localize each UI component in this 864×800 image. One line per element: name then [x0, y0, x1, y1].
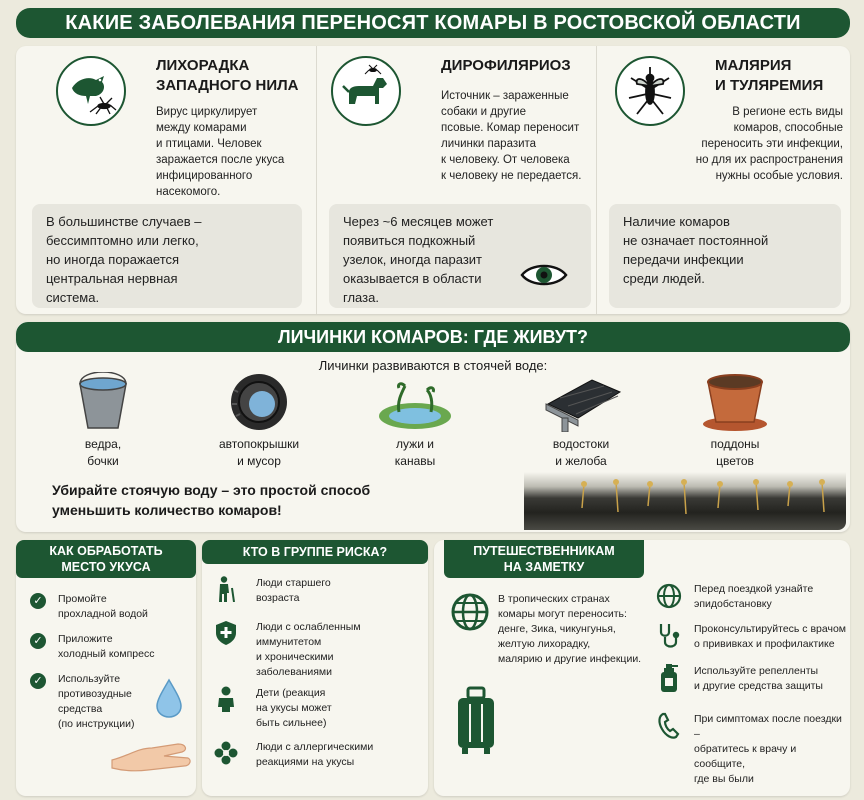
check-icon: ✓ [30, 633, 46, 649]
step-line: холодный компресс [58, 648, 155, 660]
desc-line: к человеку. От человека [441, 154, 570, 166]
desc-line: комаров, способные [733, 122, 843, 134]
disease-malaria-tularemia [596, 46, 850, 314]
site-flower-trays [670, 372, 800, 470]
step-line: прохладной водой [58, 608, 148, 620]
larvae-in-water-image [524, 472, 846, 530]
desc-line: В регионе есть виды [732, 106, 843, 118]
desc-line: псовые. Комар переносит [441, 122, 580, 134]
desc-line: к человеку не передается. [441, 170, 582, 182]
site-puddles [350, 372, 480, 470]
risk-line: Люди с ослабленным [256, 621, 361, 633]
travel-tip [656, 582, 813, 612]
tip-line: обратитесь к врачу и сообщите, [694, 743, 797, 770]
page-title: КАКИЕ ЗАБОЛЕВАНИЯ ПЕРЕНОСЯТ КОМАРЫ В РОСТОВСКОЙ ОБЛАСТИ [16, 8, 850, 38]
globe-icon [450, 592, 490, 632]
tip-line: и другие средства защиты [694, 680, 823, 692]
tip-line: При симптомах после поездки – [694, 713, 842, 740]
risk-item [214, 740, 373, 770]
risk-line: Люди старшего [256, 577, 331, 589]
disease-description [441, 88, 581, 184]
disease-description [685, 104, 843, 184]
disease-title-line: ЛИХОРАДКА [156, 57, 250, 74]
disease-dirofilariasis [316, 46, 596, 314]
intro-line: В тропических странах [498, 593, 610, 605]
tip-line: Перед поездкой узнайте [694, 583, 814, 595]
desc-line: Вирус циркулирует [156, 106, 258, 118]
risk-line: Дети (реакция [256, 687, 326, 699]
disease-title-line: МАЛЯРИЯ [715, 57, 792, 74]
travel-intro [498, 592, 641, 667]
risk-line: и хроническими [256, 651, 334, 663]
suitcase-icon [454, 686, 498, 756]
step-item [30, 592, 148, 622]
risk-line: на укусы может [256, 702, 332, 714]
water-drop-icon [154, 678, 184, 718]
desc-line: заражается после укуса [156, 154, 285, 166]
note-line: передачи инфекции [623, 252, 744, 267]
child-icon [214, 686, 238, 712]
risk-item [214, 686, 332, 731]
step-line: противозудные [58, 688, 132, 700]
phone-icon [656, 712, 682, 740]
larvae-title: ЛИЧИНКИ КОМАРОВ: ГДЕ ЖИВУТ? [16, 322, 850, 352]
site-tires [194, 372, 324, 470]
tip-line: Используйте репелленты [694, 665, 819, 677]
note-line: Через ~6 месяцев может [343, 214, 494, 229]
tip-line: где вы были [694, 773, 754, 785]
note-line: глаза. [343, 290, 379, 305]
step-line: (по инструкции) [58, 718, 135, 730]
title-line: ПУТЕШЕСТВЕННИКАМ [473, 544, 615, 558]
bite-care-panel [16, 540, 196, 796]
note-line: появиться подкожный [343, 233, 476, 248]
risk-line: реакциями на укусы [256, 756, 355, 768]
site-label-line: водостоки [552, 437, 610, 451]
tip-line: Проконсультируйтесь с врачом [694, 623, 847, 635]
title-line: НА ЗАМЕТКУ [503, 560, 585, 574]
disease-description [156, 104, 284, 200]
tip-line: уменьшить количество комаров! [52, 502, 282, 518]
hand-icon [108, 726, 192, 774]
risk-line: заболеваниями [256, 666, 332, 678]
intro-line: комары могут переносить: [498, 608, 627, 620]
bird-mosquito-icon [56, 56, 126, 126]
note-line: Наличие комаров [623, 214, 730, 229]
bite-care-title [16, 540, 196, 578]
step-item [30, 632, 154, 662]
diseases-panel [16, 46, 850, 314]
step-line: Используйте [58, 673, 121, 685]
disease-title-line: ДИРОФИЛЯРИОЗ [441, 57, 571, 74]
step-line: средства [58, 703, 103, 715]
travel-tip [656, 712, 850, 787]
desc-line: личинки паразита [441, 138, 537, 150]
eye-icon [519, 260, 569, 290]
larvae-subtitle: Личинки развиваются в стоячей воде: [318, 358, 548, 373]
travelers-panel [434, 540, 850, 796]
site-label-line: цветов [716, 454, 754, 468]
mosquito-icon [615, 56, 685, 126]
larvae-tip [52, 480, 472, 520]
desc-line: Источник – зараженные [441, 90, 569, 102]
tip-line: Убирайте стоячую воду – это простой способ [52, 482, 371, 498]
travel-tip [656, 664, 823, 694]
note-line: центральная нервная [46, 271, 178, 286]
tip-line: эпидобстановку [694, 598, 772, 610]
note-line: система. [46, 290, 100, 305]
desc-line: собаки и другие [441, 106, 527, 118]
disease-title-line: И ТУЛЯРЕМИЯ [715, 77, 824, 94]
travelers-title [444, 540, 644, 578]
desc-line: нужны особые условия. [715, 170, 843, 182]
flower-allergen-icon [214, 740, 238, 766]
site-buckets [38, 372, 168, 470]
note-line: но иногда поражается [46, 252, 180, 267]
disease-title [156, 56, 299, 96]
risk-line: быть сильнее) [256, 717, 327, 729]
risk-group-panel [202, 540, 428, 796]
gutter-icon [538, 372, 624, 432]
step-line: Промойте [58, 593, 107, 605]
desc-line: и птицами. Человек [156, 138, 262, 150]
disease-title [441, 56, 571, 76]
risk-line: иммунитетом [256, 636, 322, 648]
puddle-icon [375, 372, 455, 432]
check-icon: ✓ [30, 593, 46, 609]
intro-line: денге, Зика, чикунгунья, [498, 623, 616, 635]
shield-plus-icon [214, 620, 238, 646]
risk-line: Люди с аллергическими [256, 741, 374, 753]
risk-group-title: КТО В ГРУППЕ РИСКА? [202, 540, 428, 564]
intro-line: желтую лихорадку, [498, 638, 591, 650]
site-label-line: и желоба [555, 454, 607, 468]
desc-line: между комарами [156, 122, 247, 134]
note-line: В большинстве случаев – [46, 214, 202, 229]
note-line: оказывается в области [343, 271, 482, 286]
site-label-line: и мусор [237, 454, 281, 468]
note-line: бессимптомно или легко, [46, 233, 199, 248]
risk-item [214, 620, 361, 680]
disease-note [329, 204, 591, 308]
site-label-line: канавы [394, 454, 436, 468]
disease-note [32, 204, 302, 308]
risk-item [214, 576, 331, 606]
intro-line: малярию и другие инфекции. [498, 653, 642, 665]
desc-line: переносить эти инфекции, [701, 138, 843, 150]
travel-tip [656, 622, 846, 652]
note-line: среди людей. [623, 271, 705, 286]
title-line: КАК ОБРАБОТАТЬ [49, 544, 163, 558]
title-line: МЕСТО УКУСА [61, 560, 151, 574]
disease-west-nile [16, 46, 316, 314]
step-line: Приложите [58, 633, 113, 645]
dog-mosquito-icon [331, 56, 401, 126]
desc-line: инфицированного [156, 170, 253, 182]
stethoscope-icon [656, 622, 682, 650]
site-label-line: ведра, [84, 437, 122, 451]
disease-note [609, 204, 841, 308]
flower-pot-icon [700, 372, 770, 432]
site-label-line: бочки [87, 454, 119, 468]
site-label-line: поддоны [710, 437, 760, 451]
note-line: не означает постоянной [623, 233, 769, 248]
site-label-line: лужи и [396, 437, 434, 451]
disease-title [715, 56, 823, 96]
risk-line: возраста [256, 592, 300, 604]
site-gutters [516, 372, 646, 470]
elderly-person-icon [214, 576, 238, 602]
check-icon: ✓ [30, 673, 46, 689]
desc-line: насекомого. [156, 186, 221, 198]
tire-icon [224, 372, 294, 432]
bucket-icon [68, 372, 138, 432]
larvae-panel [16, 322, 850, 532]
tip-line: о прививках и профилактике [694, 638, 835, 650]
globe-icon [656, 582, 682, 610]
disease-title-line: ЗАПАДНОГО НИЛА [156, 77, 299, 94]
site-label-line: автопокрышки [218, 437, 300, 451]
step-item [30, 672, 134, 732]
note-line: узелок, иногда паразит [343, 252, 483, 267]
repellent-bottle-icon [656, 664, 682, 692]
desc-line: но для их распространения [695, 154, 843, 166]
